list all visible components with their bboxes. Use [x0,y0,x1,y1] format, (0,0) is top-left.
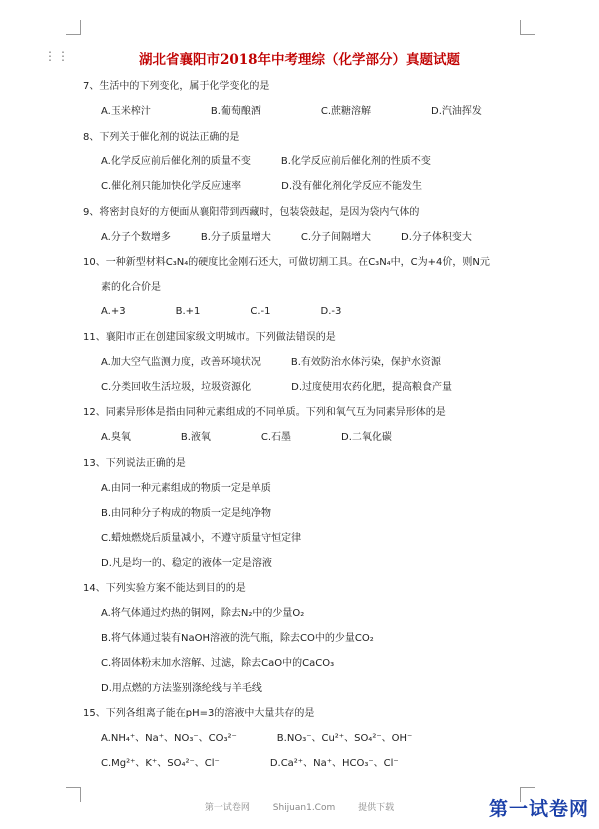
margin-mark-top-right [520,20,535,35]
question-9: 9、将密封良好的方便面从襄阳带到西藏时，包装袋鼓起，是因为袋内气体的 [83,207,420,218]
footer-left-text: 第一试卷网 [204,803,250,813]
page-title: 湖北省襄阳市2018年中考理综（化学部分）真题试题 [138,52,461,68]
question-10: 10、一种新型材料C₃N₄的硬度比金刚石还大，可做切割工具。在C₃N₄中，C为+4价，则N元 [83,257,490,268]
question-10-cont: 素的化合价是 [101,282,161,293]
question-8-options-ab: A.化学反应前后催化剂的质量不变 B.化学反应前后催化剂的性质不变 [101,156,431,167]
question-13-option-b: B.由同种分子构成的物质一定是纯净物 [101,508,272,519]
question-9-options: A.分子个数增多 B.分子质量增大 C.分子间隔增大 D.分子体积变大 [101,232,472,243]
question-14-option-d: D.用点燃的方法鉴别涤纶线与羊毛线 [101,683,262,694]
footer-right-text: 提供下载 [358,803,395,813]
question-13-option-c: C.蜡烛燃烧后质量减小，不遵守质量守恒定律 [101,533,302,544]
question-13: 13、下列说法正确的是 [83,458,186,469]
question-11-options-cd: C.分类回收生活垃圾，垃圾资源化 D.过度使用农药化肥，提高粮食产量 [101,382,453,393]
site-logo: 第一试卷网 [488,798,589,820]
question-7: 7、生活中的下列变化，属于化学变化的是 [83,81,270,92]
question-14-option-a: A.将气体通过灼热的铜网，除去N₂中的少量O₂ [101,608,305,619]
question-8-options-cd: C.催化剂只能加快化学反应速率 D.没有催化剂化学反应不能发生 [101,181,423,192]
question-14: 14、下列实验方案不能达到目的的是 [83,583,246,594]
question-14-option-b: B.将气体通过装有NaOH溶液的洗气瓶，除去CO中的少量CO₂ [101,633,374,644]
question-15-options-ab: A.NH₄⁺、Na⁺、NO₃⁻、CO₃²⁻ B.NO₃⁻、Cu²⁺、SO₄²⁻、OH⁻ [101,733,413,744]
question-7-options: A.玉米榨汁 B.葡萄酿酒 C.蔗糖溶解 D.汽油挥发 [101,106,482,117]
question-12-options: A.臭氧 B.液氧 C.石墨 D.二氧化碳 [101,432,392,443]
question-13-option-a: A.由同一种元素组成的物质一定是单质 [101,483,271,494]
question-11-options-ab: A.加大空气监测力度，改善环境状况 B.有效防治水体污染，保护水资源 [101,357,441,368]
question-15: 15、下列各组离子能在pH=3的溶液中大量共存的是 [83,708,315,719]
margin-mark-top-left [66,20,81,35]
question-15-options-cd: C.Mg²⁺、K⁺、SO₄²⁻、Cl⁻ D.Ca²⁺、Na⁺、HCO₃⁻、Cl⁻ [101,758,399,769]
question-8: 8、下列关于催化剂的说法正确的是 [83,132,240,143]
question-14-option-c: C.将固体粉末加水溶解、过滤，除去CaO中的CaCO₃ [101,658,335,669]
question-13-option-d: D.凡是均一的、稳定的液体一定是溶液 [101,558,272,569]
question-11: 11、襄阳市正在创建国家级文明城市。下列做法错误的是 [83,332,336,343]
question-12: 12、同素异形体是指由同种元素组成的不同单质。下列和氧气互为同素异形体的是 [83,407,446,418]
drag-handle-icon[interactable]: ⋮⋮ [44,49,70,63]
footer-site-link[interactable]: Shijuan1.Com [272,803,336,813]
question-10-options: A.+3 B.+1 C.-1 D.-3 [101,306,342,317]
